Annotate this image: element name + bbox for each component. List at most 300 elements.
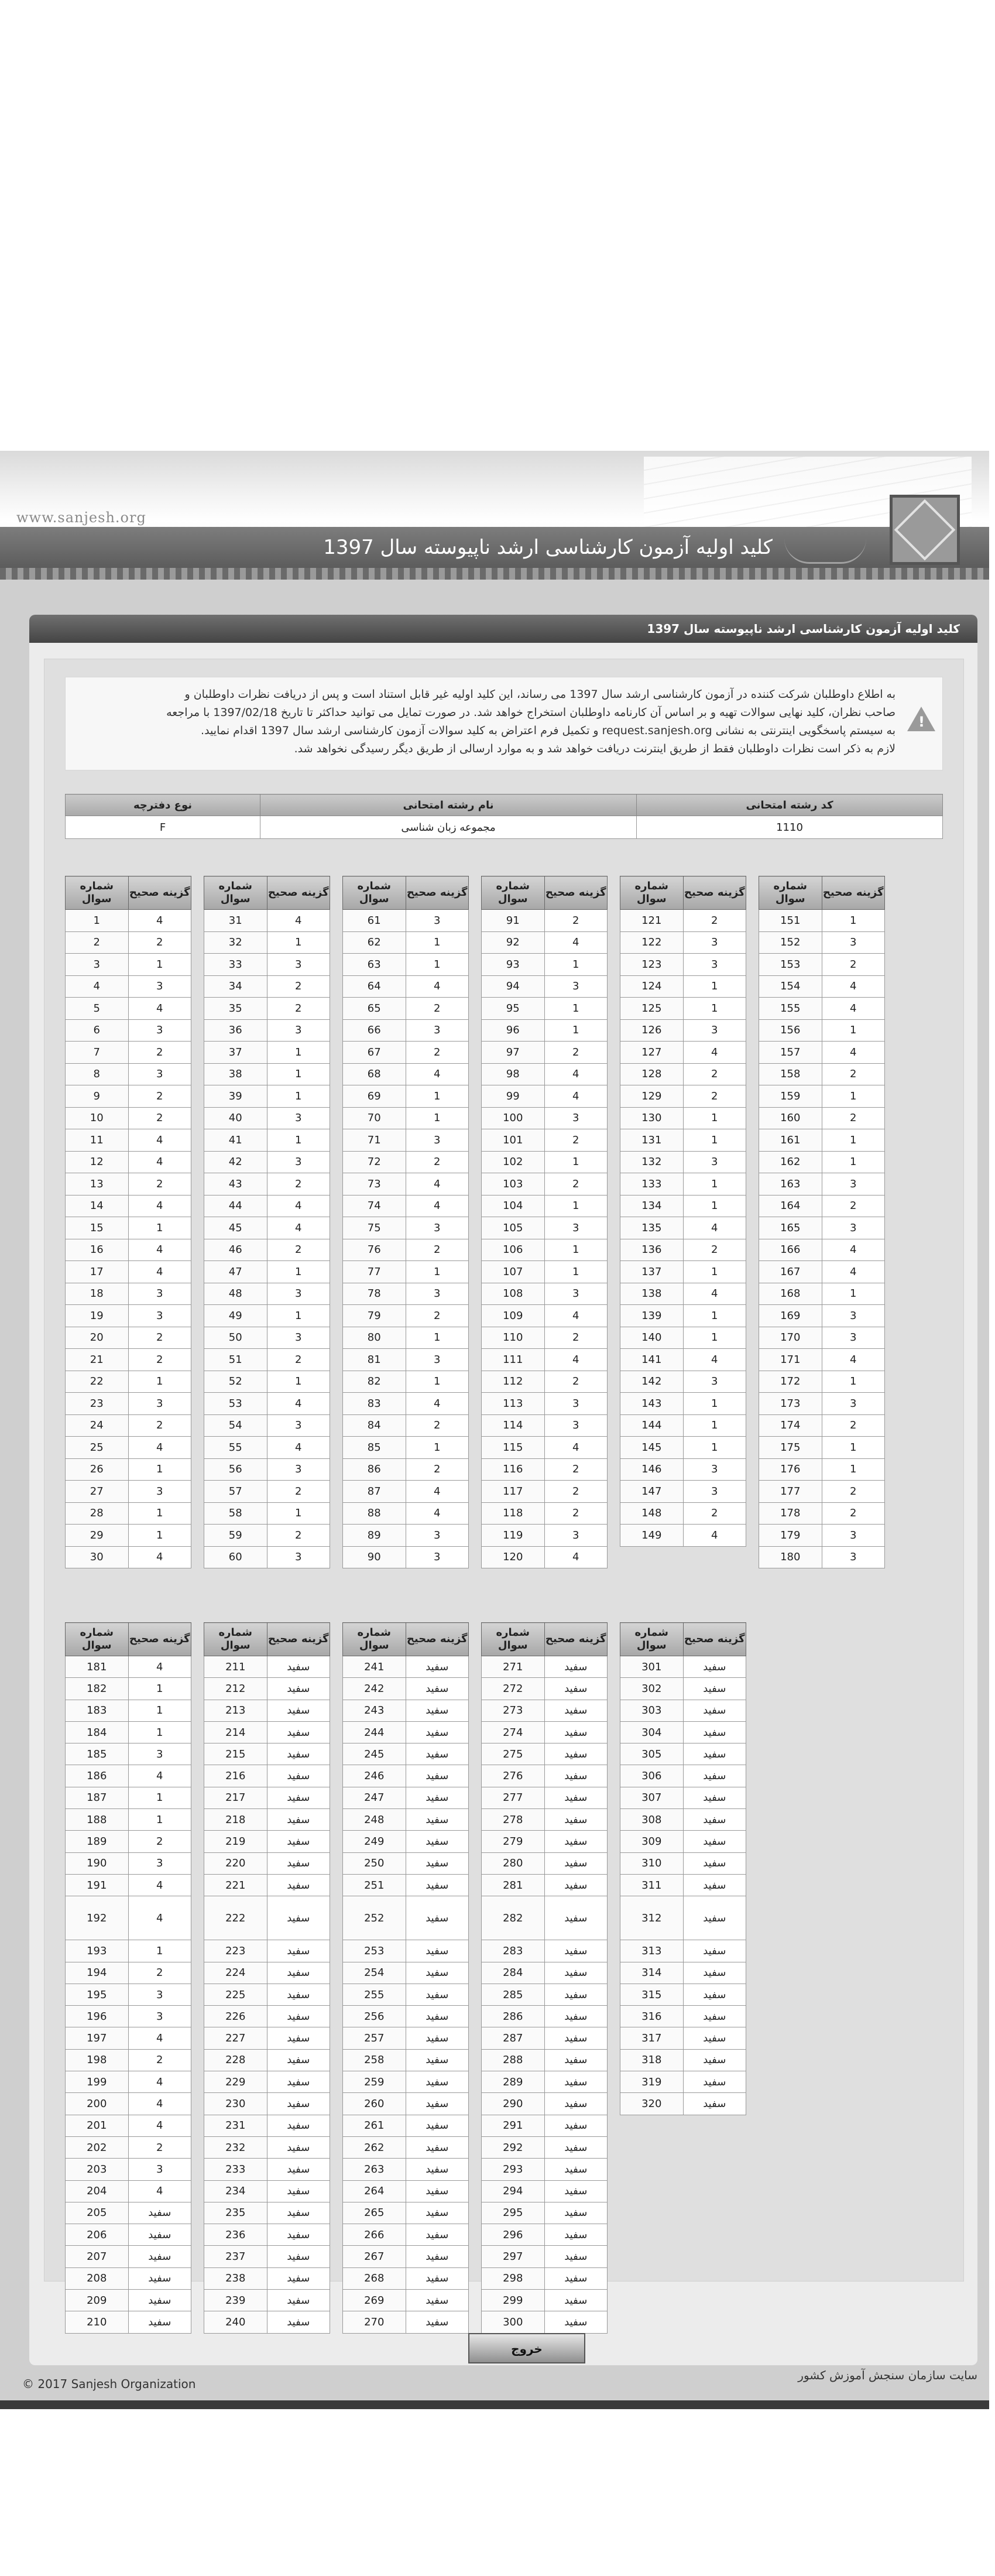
question-number: 284: [482, 1962, 545, 1984]
answer-row: [66, 1525, 191, 1547]
answer-row: [620, 1852, 746, 1874]
question-number: 289: [482, 2071, 545, 2093]
correct-answer: سفید: [406, 1743, 469, 1765]
question-number: 156: [759, 1019, 822, 1042]
question-number: 278: [482, 1809, 545, 1831]
correct-answer: 2: [128, 1962, 191, 1984]
correct-answer: 2: [544, 1371, 608, 1393]
answer-row: [759, 1173, 885, 1195]
answer-row: [620, 1371, 746, 1393]
answer-row: [343, 1502, 469, 1525]
question-number-header: شماره سوال: [482, 876, 545, 910]
question-number: 7: [66, 1042, 129, 1064]
answer-row: [343, 1107, 469, 1129]
correct-answer: 1: [544, 1239, 608, 1261]
question-number: 38: [204, 1063, 267, 1085]
question-number: 115: [482, 1437, 545, 1459]
answer-row: [66, 1481, 191, 1503]
correct-answer: 4: [128, 1656, 191, 1678]
question-number: 66: [343, 1019, 406, 1042]
correct-answer: 1: [683, 1305, 746, 1327]
question-number: 288: [482, 2049, 545, 2071]
correct-answer: سفید: [683, 1962, 746, 1984]
answer-row: [343, 2246, 469, 2267]
answer-row: [204, 1151, 330, 1173]
question-number: 176: [759, 1458, 822, 1481]
question-number: 312: [620, 1896, 684, 1940]
answer-row: [66, 1195, 191, 1217]
correct-answer: سفید: [683, 1700, 746, 1721]
correct-answer: 3: [128, 1305, 191, 1327]
correct-answer: سفید: [406, 1656, 469, 1678]
answer-row: [482, 1349, 608, 1371]
answer-row: [204, 975, 330, 998]
correct-answer: 1: [128, 1678, 191, 1700]
answer-row: [759, 1042, 885, 1064]
correct-answer: 2: [683, 1502, 746, 1525]
answer-row: [343, 1283, 469, 1305]
answer-row: [343, 1481, 469, 1503]
answer-row: [204, 2136, 330, 2158]
answer-row: [204, 2180, 330, 2202]
answer-row: [204, 1984, 330, 2005]
question-number: 71: [343, 1129, 406, 1152]
question-number: 267: [343, 2246, 406, 2267]
correct-answer: سفید: [267, 2136, 330, 2158]
answer-row: [66, 2136, 191, 2158]
answer-row: [482, 1743, 608, 1765]
answer-key-table: [65, 1622, 191, 2334]
question-number-header: شماره سوال: [620, 876, 684, 910]
answer-row: [343, 2027, 469, 2049]
answer-row: [620, 1217, 746, 1239]
correct-answer: 4: [128, 1437, 191, 1459]
question-number: 309: [620, 1831, 684, 1852]
question-number-header: شماره سوال: [759, 876, 822, 910]
answer-row: [482, 2202, 608, 2224]
answer-row: [482, 910, 608, 932]
answer-row: [620, 1962, 746, 1984]
question-number: 97: [482, 1042, 545, 1064]
correct-answer: 2: [544, 1458, 608, 1481]
correct-answer: سفید: [406, 2093, 469, 2115]
answer-row: [620, 1195, 746, 1217]
answer-row: [343, 1393, 469, 1415]
exit-button[interactable]: خروج: [468, 2333, 585, 2363]
correct-answer: 4: [128, 1896, 191, 1940]
answer-row: [66, 1765, 191, 1787]
question-number: 239: [204, 2290, 267, 2311]
correct-answer: 1: [683, 1437, 746, 1459]
answer-row: [66, 1085, 191, 1108]
correct-answer: سفید: [544, 1896, 608, 1940]
question-number: 246: [343, 1765, 406, 1787]
answer-row: [759, 910, 885, 932]
correct-answer-header: گزینه صحیح: [822, 876, 885, 910]
answer-row: [759, 1393, 885, 1415]
answer-row: [482, 1217, 608, 1239]
correct-answer-header: گزینه صحیح: [406, 1623, 469, 1656]
correct-answer: 4: [128, 1546, 191, 1568]
correct-answer: 1: [267, 1042, 330, 1064]
answer-row: [204, 2224, 330, 2246]
answer-row: [620, 1831, 746, 1852]
sanjesh-site-link[interactable]: سایت سازمان سنجش آموزش کشور: [798, 2368, 977, 2382]
sanjesh-logo[interactable]: [890, 495, 960, 565]
correct-answer: 4: [128, 2115, 191, 2136]
question-number: 311: [620, 1874, 684, 1896]
site-url-text[interactable]: www.sanjesh.org: [16, 509, 146, 526]
correct-answer: 3: [267, 1107, 330, 1129]
correct-answer: سفید: [267, 2202, 330, 2224]
answer-row: [343, 1721, 469, 1743]
exam-name-header: نام رشته امتحانی: [260, 794, 637, 816]
question-number: 236: [204, 2224, 267, 2246]
correct-answer: 1: [683, 1261, 746, 1283]
question-number: 199: [66, 2071, 129, 2093]
answer-row: [66, 1107, 191, 1129]
answer-row: [343, 1019, 469, 1042]
correct-answer: 2: [406, 1042, 469, 1064]
answer-row: [204, 1656, 330, 1678]
question-number: 194: [66, 1962, 129, 1984]
question-number: 301: [620, 1656, 684, 1678]
correct-answer: سفید: [267, 2180, 330, 2202]
answer-row: [204, 1129, 330, 1152]
correct-answer: 3: [128, 1743, 191, 1765]
question-number: 316: [620, 2006, 684, 2027]
correct-answer: سفید: [406, 2071, 469, 2093]
answer-row: [204, 1831, 330, 1852]
correct-answer: 3: [683, 1458, 746, 1481]
question-number: 22: [66, 1371, 129, 1393]
question-number: 177: [759, 1481, 822, 1503]
answer-row: [620, 1283, 746, 1305]
answer-row: [482, 2311, 608, 2333]
question-number: 155: [759, 998, 822, 1020]
question-number-header: شماره سوال: [204, 876, 267, 910]
question-number: 116: [482, 1458, 545, 1481]
question-number: 273: [482, 1700, 545, 1721]
correct-answer: 1: [544, 998, 608, 1020]
correct-answer: 1: [683, 1414, 746, 1437]
question-number: 252: [343, 1896, 406, 1940]
answer-row: [620, 910, 746, 932]
question-number: 258: [343, 2049, 406, 2071]
correct-answer: 2: [128, 2136, 191, 2158]
answer-row: [482, 1283, 608, 1305]
correct-answer: 3: [406, 1129, 469, 1152]
question-number-header: شماره سوال: [620, 1623, 684, 1656]
answer-row: [620, 1063, 746, 1085]
answer-row: [482, 1458, 608, 1481]
answer-row: [66, 1371, 191, 1393]
correct-answer: سفید: [544, 2246, 608, 2267]
question-number: 9: [66, 1085, 129, 1108]
question-number: 213: [204, 1700, 267, 1721]
correct-answer: سفید: [544, 1809, 608, 1831]
question-number: 169: [759, 1305, 822, 1327]
question-number: 127: [620, 1042, 684, 1064]
answer-row: [620, 931, 746, 954]
question-number: 43: [204, 1173, 267, 1195]
answer-row: [620, 1481, 746, 1503]
question-number: 317: [620, 2027, 684, 2049]
correct-answer: سفید: [406, 2006, 469, 2027]
copyright-text: © 2017 Sanjesh Organization: [22, 2377, 196, 2391]
correct-answer: 2: [544, 1129, 608, 1152]
answer-row: [204, 1458, 330, 1481]
answer-row: [204, 1525, 330, 1547]
answer-row: [620, 1678, 746, 1700]
correct-answer: سفید: [267, 1831, 330, 1852]
correct-answer: 3: [406, 1546, 469, 1568]
correct-answer: 3: [544, 1217, 608, 1239]
correct-answer: 3: [267, 1546, 330, 1568]
question-number: 42: [204, 1151, 267, 1173]
correct-answer: 3: [267, 1414, 330, 1437]
booklet-type: F: [66, 816, 260, 839]
correct-answer: 2: [128, 1831, 191, 1852]
correct-answer: سفید: [406, 2311, 469, 2333]
correct-answer: 1: [683, 1195, 746, 1217]
question-number: 171: [759, 1349, 822, 1371]
correct-answer: سفید: [544, 2115, 608, 2136]
correct-answer: سفید: [544, 2267, 608, 2289]
correct-answer: سفید: [406, 1700, 469, 1721]
answer-row: [204, 910, 330, 932]
correct-answer: 4: [128, 998, 191, 1020]
correct-answer: 2: [267, 1349, 330, 1371]
correct-answer: سفید: [406, 1984, 469, 2005]
answer-row: [343, 2159, 469, 2180]
correct-answer: سفید: [406, 2049, 469, 2071]
correct-answer: 1: [267, 1502, 330, 1525]
question-number: 244: [343, 1721, 406, 1743]
question-number: 188: [66, 1809, 129, 1831]
correct-answer: سفید: [267, 2159, 330, 2180]
correct-answer: سفید: [128, 2267, 191, 2289]
question-number: 185: [66, 1743, 129, 1765]
correct-answer: سفید: [406, 1787, 469, 1808]
answer-row: [759, 1502, 885, 1525]
notice-box: [65, 677, 943, 770]
question-number: 26: [66, 1458, 129, 1481]
answer-row: [204, 1896, 330, 1940]
answer-key-table: [65, 876, 191, 1568]
correct-answer: 3: [544, 975, 608, 998]
correct-answer: 4: [128, 1261, 191, 1283]
answer-row: [66, 1852, 191, 1874]
answer-row: [66, 2224, 191, 2246]
question-number: 132: [620, 1151, 684, 1173]
question-number: 298: [482, 2267, 545, 2289]
question-number: 160: [759, 1107, 822, 1129]
answer-row: [204, 954, 330, 976]
question-number: 58: [204, 1502, 267, 1525]
question-number: 149: [620, 1525, 684, 1547]
correct-answer: 3: [822, 931, 885, 954]
answer-row: [482, 1874, 608, 1896]
answer-row: [204, 1195, 330, 1217]
correct-answer: سفید: [406, 2159, 469, 2180]
correct-answer: سفید: [544, 2006, 608, 2027]
question-number: 282: [482, 1896, 545, 1940]
question-number: 17: [66, 1261, 129, 1283]
question-number-header: شماره سوال: [343, 876, 406, 910]
question-number: 234: [204, 2180, 267, 2202]
question-number: 259: [343, 2071, 406, 2093]
correct-answer: سفید: [544, 1874, 608, 1896]
question-number: 219: [204, 1831, 267, 1852]
answer-row: [66, 2180, 191, 2202]
answer-row: [620, 1414, 746, 1437]
correct-answer: سفید: [544, 2202, 608, 2224]
question-number: 14: [66, 1195, 129, 1217]
answer-row: [343, 1217, 469, 1239]
correct-answer: 2: [128, 1173, 191, 1195]
question-number: 269: [343, 2290, 406, 2311]
answer-key-table: [620, 1622, 746, 2115]
correct-answer: 1: [128, 1217, 191, 1239]
correct-answer: سفید: [406, 1809, 469, 1831]
answer-row: [620, 1085, 746, 1108]
answer-row: [620, 1019, 746, 1042]
correct-answer: 3: [822, 1305, 885, 1327]
question-number: 275: [482, 1743, 545, 1765]
bottom-bar: [0, 2400, 989, 2409]
answer-row: [204, 1042, 330, 1064]
question-number: 44: [204, 1195, 267, 1217]
correct-answer: 3: [128, 975, 191, 998]
question-number: 152: [759, 931, 822, 954]
answer-row: [204, 1809, 330, 1831]
answer-row: [343, 1831, 469, 1852]
answer-row: [204, 2267, 330, 2289]
answer-row: [482, 1261, 608, 1283]
correct-answer: 2: [544, 1502, 608, 1525]
question-number: 170: [759, 1327, 822, 1349]
answer-row: [620, 1700, 746, 1721]
correct-answer: 4: [267, 1195, 330, 1217]
correct-answer: 2: [128, 1042, 191, 1064]
question-number: 153: [759, 954, 822, 976]
question-number: 240: [204, 2311, 267, 2333]
question-number: 88: [343, 1502, 406, 1525]
question-number: 41: [204, 1129, 267, 1152]
answer-row: [204, 1173, 330, 1195]
answer-row: [204, 1962, 330, 1984]
question-number: 47: [204, 1261, 267, 1283]
question-number: 241: [343, 1656, 406, 1678]
answer-row: [759, 1195, 885, 1217]
answer-row: [66, 1151, 191, 1173]
question-number: 108: [482, 1283, 545, 1305]
correct-answer: 1: [544, 1195, 608, 1217]
answer-row: [343, 2202, 469, 2224]
correct-answer: 1: [683, 975, 746, 998]
answer-row: [204, 2202, 330, 2224]
question-number: 135: [620, 1217, 684, 1239]
question-number-header: شماره سوال: [66, 1623, 129, 1656]
answer-row: [482, 1525, 608, 1547]
correct-answer: 4: [683, 1525, 746, 1547]
correct-answer: 4: [128, 1151, 191, 1173]
answer-row: [343, 1327, 469, 1349]
correct-answer: 2: [267, 975, 330, 998]
answer-row: [204, 1765, 330, 1787]
question-number: 77: [343, 1261, 406, 1283]
correct-answer: 3: [544, 1283, 608, 1305]
answer-key-table: [481, 1622, 608, 2334]
answer-row: [343, 1678, 469, 1700]
question-number: 212: [204, 1678, 267, 1700]
answer-row: [759, 998, 885, 1020]
question-number: 164: [759, 1195, 822, 1217]
correct-answer: 4: [683, 1042, 746, 1064]
question-number: 118: [482, 1502, 545, 1525]
answer-row: [343, 2224, 469, 2246]
answer-row: [620, 1305, 746, 1327]
question-number: 173: [759, 1393, 822, 1415]
answer-row: [66, 1173, 191, 1195]
question-number: 314: [620, 1962, 684, 1984]
correct-answer: سفید: [683, 1831, 746, 1852]
answer-row: [66, 1502, 191, 1525]
answer-row: [66, 1239, 191, 1261]
notice-line: به سیستم پاسخگویی اینترنتی به نشانی request.sanjesh.org و تکمیل فرم اعتراض به کلید سوالات آزمون کارشناسی ارشد سال 1397 اقدام نمایید.: [201, 724, 896, 737]
answer-row: [343, 2136, 469, 2158]
banner-title: کلید اولیه آزمون کارشناسی ارشد ناپیوسته سال 1397: [323, 536, 773, 559]
answer-row: [620, 1437, 746, 1459]
question-number: 280: [482, 1852, 545, 1874]
answer-row: [204, 1852, 330, 1874]
question-number: 141: [620, 1349, 684, 1371]
question-number: 126: [620, 1019, 684, 1042]
answer-row: [66, 998, 191, 1020]
answer-row: [620, 2049, 746, 2071]
question-number: 231: [204, 2115, 267, 2136]
answer-row: [759, 1305, 885, 1327]
correct-answer: سفید: [267, 2115, 330, 2136]
answer-row: [66, 1327, 191, 1349]
answer-row: [66, 1656, 191, 1678]
question-number: 46: [204, 1239, 267, 1261]
answer-row: [204, 1393, 330, 1415]
answer-row: [204, 1107, 330, 1129]
question-number: 271: [482, 1656, 545, 1678]
question-number: 101: [482, 1129, 545, 1152]
notice-line: به اطلاع داوطلبان شرکت کننده در آزمون کارشناسی ارشد سال 1397 می رساند، این کلید اولیه غیر قابل استناد است و پس از دریافت نظرات داوطلبان و: [184, 688, 896, 701]
answer-row: [482, 2049, 608, 2071]
answer-row: [343, 931, 469, 954]
question-number: 245: [343, 1743, 406, 1765]
answer-row: [343, 1656, 469, 1678]
answer-row: [66, 1063, 191, 1085]
answer-row: [66, 1700, 191, 1721]
correct-answer: 3: [406, 1283, 469, 1305]
correct-answer: 1: [822, 1458, 885, 1481]
answer-row: [620, 1721, 746, 1743]
correct-answer: سفید: [267, 2267, 330, 2289]
correct-answer: 4: [128, 1239, 191, 1261]
correct-answer: سفید: [683, 2006, 746, 2027]
question-number: 129: [620, 1085, 684, 1108]
question-number: 305: [620, 1743, 684, 1765]
correct-answer: سفید: [128, 2224, 191, 2246]
correct-answer: 4: [822, 1349, 885, 1371]
question-number: 202: [66, 2136, 129, 2158]
